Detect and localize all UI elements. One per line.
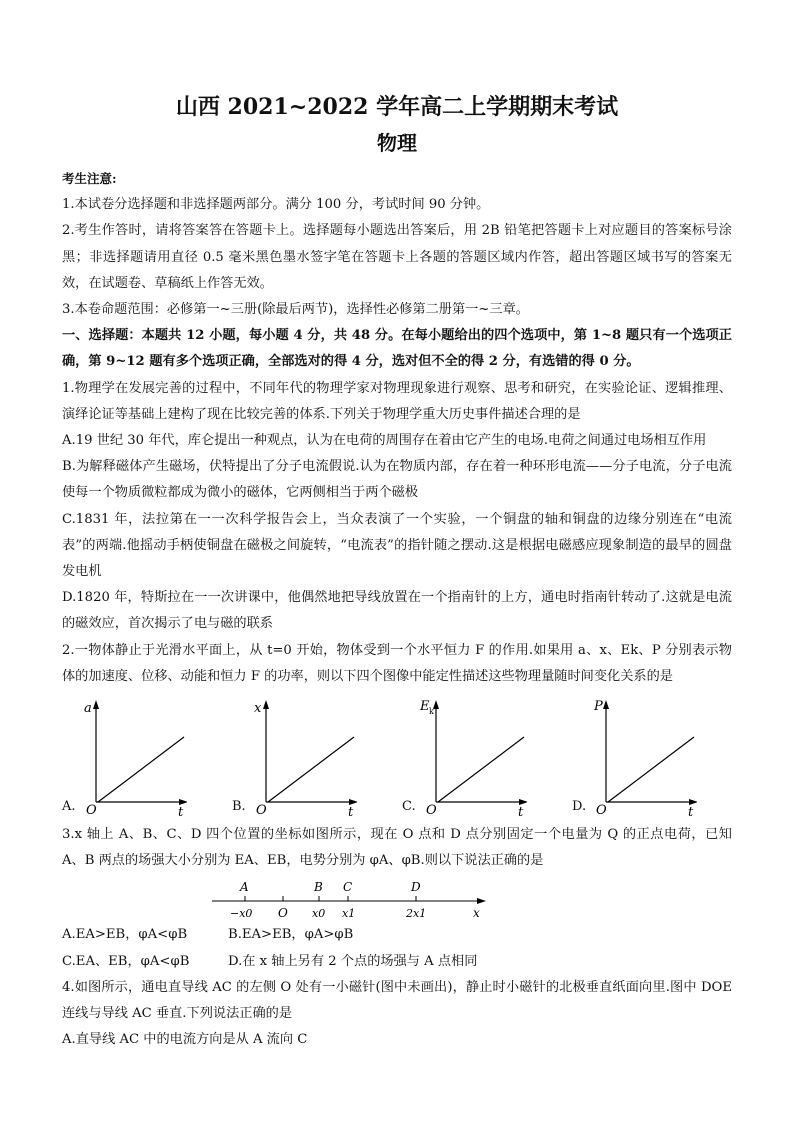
notice-item: 2.考生作答时，请将答案答在答题卡上。选择题每小题选出答案后，用 2B 铅笔把答题卡上对应题目的答案标号涂黑；非选择题请用直径 0.5 毫米黑色墨水签字笔在答题卡上各题的答题区域内作答，超出答题区域书写的答案无效，在试题卷、草稿纸上作答无效。 [62, 223, 732, 291]
notice-heading: 考生注意: [62, 171, 117, 186]
notice-item: 1.本试卷分选择题和非选择题两部分。满分 100 分，考试时间 90 分钟。 [62, 197, 490, 213]
axis-tick-label: −x0 [230, 907, 253, 921]
axis-point-label: C [343, 880, 353, 895]
graph-c-svg [402, 692, 527, 818]
q2-stem: 2.一物体静止于光滑水平面上，从 t=0 开始，物体受到一个水平恒力 F 的作用.如果用 a、x、Ek、P 分别表示物体的加速度、位移、动能和恒力 F 的功率，则以下四个图像中能定性描述这些物理量随时间变化关系的是 [62, 642, 732, 684]
q4-option-a: A.直导线 AC 中的电流方向是从 A 流向 C [62, 1032, 308, 1048]
q2-graph-b [232, 692, 357, 818]
axis-point-label: D [411, 880, 421, 895]
q3-option-c: C.EA、EB，φA<φB [62, 953, 190, 969]
q2-graph-options [62, 692, 732, 822]
q2-graph-a [62, 692, 187, 818]
graph-a-svg [62, 692, 187, 818]
notice-item: 3.本卷命题范围：必修第一~三册(除最后两节)，选择性必修第二册第一~三章。 [62, 302, 529, 318]
q2-graph-d [572, 692, 697, 818]
graph-line [608, 737, 694, 802]
graph-y-label: P [594, 699, 603, 715]
graph-line [98, 737, 184, 802]
graph-d-svg [572, 692, 697, 818]
q1-option-c: C.1831 年，法拉第在一一次科学报告会上，当众表演了一个实验，一个铜盘的轴和铜盘的边缘分别连在“电流表”的两端.他摇动手柄使铜盘在磁极之间旋转，“电流表”的指针随之摆动.这是根据电磁感应现象制造的最早的圆盘发电机 [62, 511, 732, 580]
q3-axis-svg [62, 874, 732, 922]
graph-option-letter: C. [402, 799, 416, 815]
graph-b-svg [232, 692, 357, 818]
axis-tick-label: x1 [342, 907, 356, 921]
graph-origin-label: O [426, 803, 437, 819]
q3-option-b: B.EA>EB，φA>φB [228, 927, 354, 943]
q1-option-d: D.1820 年，特斯拉在一一次讲课中，他偶然地把导线放置在一个指南针的上方，通电时指南针转动了.这就是电流的磁效应，首次揭示了电与磁的联系 [62, 590, 732, 632]
graph-option-letter: A. [62, 799, 76, 815]
graph-y-label: x [254, 701, 262, 717]
exam-page [62, 92, 732, 1053]
q3-options-row2 [62, 949, 732, 975]
graph-origin-label: O [256, 803, 267, 819]
axis-tick-label: O [278, 906, 288, 921]
subject-title: 物理 [377, 131, 417, 155]
axis-tick-label: x0 [312, 907, 326, 921]
q4-stem: 4.如图所示，通电直导线 AC 的左侧 O 处有一小磁针(图中未画出)，静止时小磁针的北极垂直纸面向里.图中 DOE 连线与导线 AC 垂直.下列说法正确的是 [62, 979, 732, 1022]
q1-stem: 1.物理学在发展完善的过程中，不同年代的物理学家对物理现象进行观察、思考和研究，在实验论证、逻辑推理、演绎论证等基础上建构了现在比较完善的体系.下列关于物理学重大历史事件描述合理的是 [62, 380, 732, 422]
q3-option-d: D.在 x 轴上另有 2 个点的场强与 A 点相同 [228, 953, 478, 969]
graph-x-label: t [178, 805, 184, 819]
graph-x-label: t [518, 805, 524, 819]
graph-line [268, 737, 354, 802]
axis-tick-label: x [473, 906, 480, 921]
exam-title: 山西 2021~2022 学年高二上学期期末考试 [175, 94, 619, 120]
graph-line [438, 737, 524, 802]
graph-y-label: E [420, 699, 430, 715]
graph-y-subscript: k [429, 707, 434, 717]
q3-option-a: A.EA>EB，φA<φB [62, 927, 188, 943]
graph-x-label: t [688, 805, 694, 819]
q1-option-a: A.19 世纪 30 年代，库仑提出一种观点，认为在电荷的周围存在着由它产生的电场.电荷之间通过电场相互作用 [62, 433, 707, 449]
axis-tick-label: 2x1 [406, 907, 427, 921]
graph-origin-label: O [596, 803, 607, 819]
graph-origin-label: O [86, 803, 97, 819]
graph-option-letter: B. [232, 799, 246, 815]
section-heading: 一、选择题：本题共 12 小题，每小题 4 分，共 48 分。在每小题给出的四个选项中，第 1~8 题只有一个选项正确，第 9~12 题有多个选项正确，全部选对的得 4 分，选对但不全的得 2 分，有选错的得 0 分。 [62, 328, 732, 370]
graph-y-label: a [84, 701, 92, 717]
graph-option-letter: D. [572, 799, 587, 815]
graph-x-label: t [348, 805, 354, 819]
q3-stem: 3.x 轴上 A、B、C、D 四个位置的坐标如图所示，现在 O 点和 D 点分别固定一个电量为 Q 的正点电荷，已知 A、B 两点的场强大小分别为 EA、EB，电势分别为 φA、φB.则以下说法正确的是 [62, 827, 732, 869]
q3-options-row1 [62, 922, 732, 948]
axis-point-label: B [314, 880, 323, 895]
q3-axis-figure [62, 874, 732, 922]
q1-option-b: B.为解释磁体产生磁场，伏特提出了分子电流假说.认为在物质内部，存在着一种环形电流——分子电流，分子电流使每一个物质微粒都成为微小的磁体，它两侧相当于两个磁极 [62, 459, 732, 501]
axis-point-label: A [240, 880, 249, 895]
q2-graph-c [402, 692, 527, 818]
